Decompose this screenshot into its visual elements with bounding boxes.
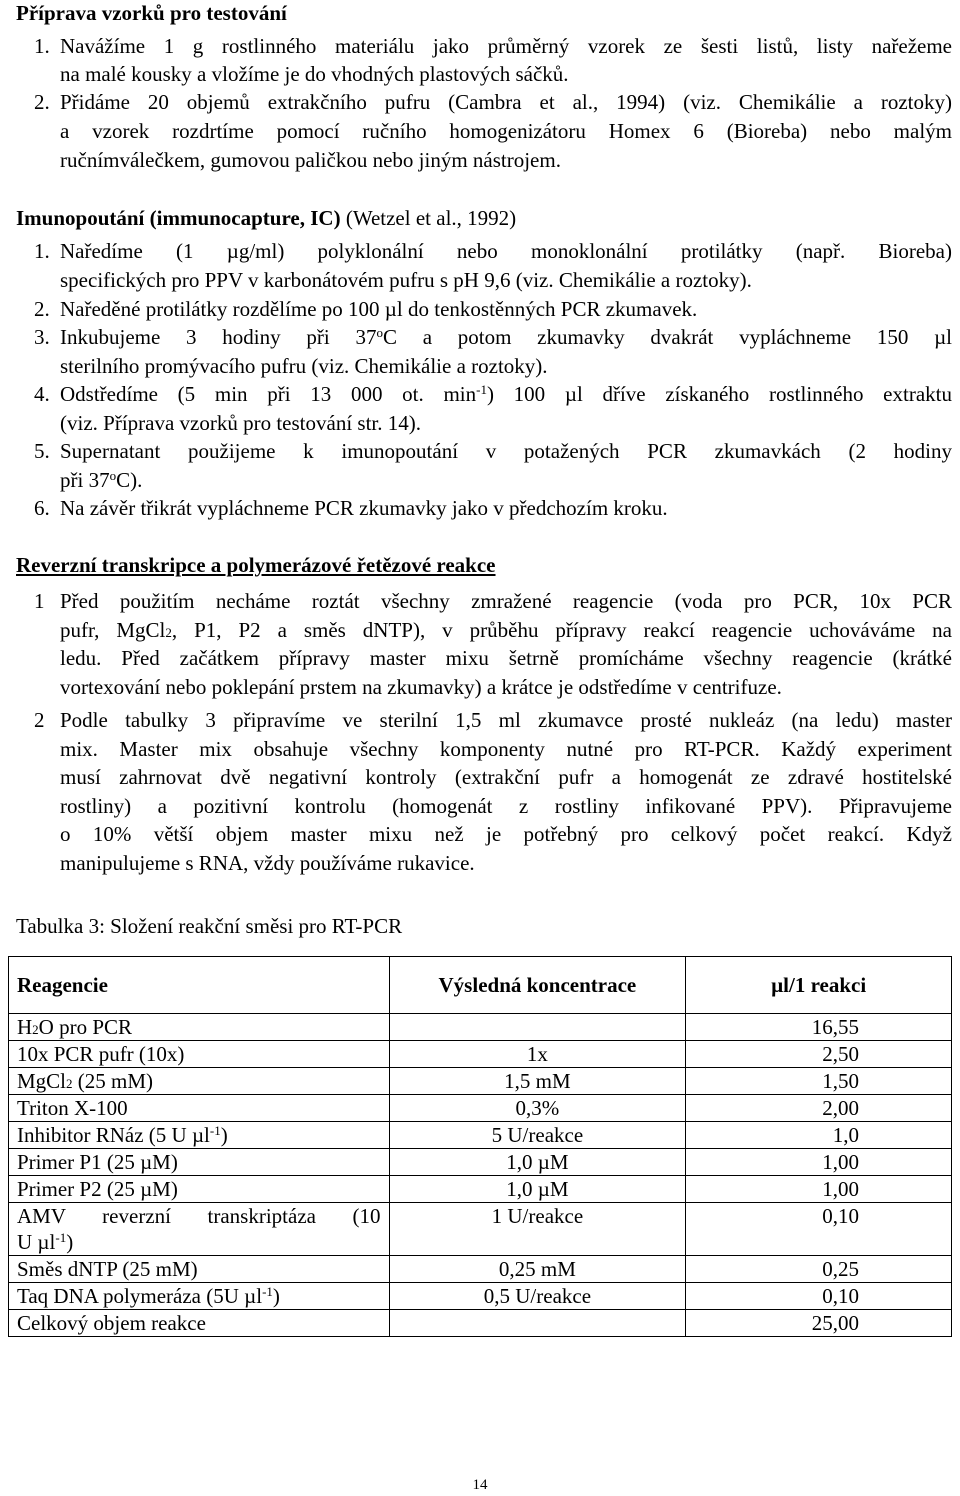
list-number: 6.: [34, 496, 50, 520]
cell-volume: 1,0: [686, 1122, 952, 1149]
cell-concentration: 1x: [389, 1041, 686, 1068]
cell-volume: 2,00: [686, 1095, 952, 1122]
paragraph-line: manipulujeme s RNA, vždy používáme rukavice.: [60, 851, 475, 875]
cell-reagent: MgCl$_2$ (25 mM): [9, 1068, 390, 1095]
paragraph-line: mix. Master mix obsahuje všechny komponenty nutné pro RT-PCR. Každý experiment: [60, 737, 952, 761]
table-row: [9, 1041, 952, 1068]
table-row: [9, 1176, 952, 1203]
cell-volume: 2,50: [686, 1041, 952, 1068]
table-row: [9, 1283, 952, 1310]
list-item-line: Přidáme 20 objemů extrakčního pufru (Cambra et al., 1994) (viz. Chemikálie a roztoky): [60, 90, 952, 114]
page-number: 14: [472, 1477, 488, 1493]
paragraph-number: 1: [34, 589, 45, 613]
heading-citation: (Wetzel et al., 1992): [340, 206, 517, 230]
paragraph-number: 2: [34, 708, 45, 732]
cell-reagent: Primer P1 (25 µM): [9, 1149, 390, 1176]
cell-concentration: 1,5 mM: [389, 1068, 686, 1095]
column-header: Reagencie: [9, 957, 390, 1014]
cell-reagent: Taq DNA polymeráza (5U µl$^{-1}$): [9, 1283, 390, 1310]
list-number: 1.: [34, 239, 50, 263]
cell-concentration: 0,25 mM: [389, 1256, 686, 1283]
cell-volume: 1,00: [686, 1176, 952, 1203]
table-row: [9, 1122, 952, 1149]
list-item-line: (viz. Příprava vzorků pro testování str. 14).: [60, 411, 421, 435]
table-row: [9, 1014, 952, 1041]
list-number: 5.: [34, 439, 50, 463]
cell-volume: 1,50: [686, 1068, 952, 1095]
paragraph-line: vortexování nebo poklepání prstem na zkumavky) a krátce je odstředíme v centrifuze.: [60, 675, 782, 699]
list-item-line: sterilního promývacího pufru (viz. Chemikálie a roztoky).: [60, 354, 548, 378]
cell-volume: 0,10: [686, 1203, 952, 1256]
cell-reagent: 10x PCR pufr (10x): [9, 1041, 390, 1068]
cell-concentration: [389, 1014, 686, 1041]
cell-reagent: AMV reverzní transkriptáza (10 U µl$^{-1}$): [9, 1203, 390, 1256]
cell-volume: 0,25: [686, 1256, 952, 1283]
list-item-line: ručnímválečkem, gumovou paličkou nebo jiným nástrojem.: [60, 148, 561, 172]
cell-concentration: [389, 1310, 686, 1337]
list-item-line: Odstředíme (5 min při 13 000 ot. $\min^{-1}$) 100 µl dříve získaného rostlinného extraktu: [60, 382, 952, 406]
heading-bold: Imunopoutání (immunocapture, IC): [16, 206, 341, 230]
table-row: [9, 1203, 952, 1256]
cell-volume: 25,00: [686, 1310, 952, 1337]
cell-concentration: 1,0 µM: [389, 1149, 686, 1176]
cell-concentration: 0,3%: [389, 1095, 686, 1122]
cell-concentration: 1,0 µM: [389, 1176, 686, 1203]
paragraph-line: pufr, MgCl$_2$, P1, P2 a směs dNTP), v průběhu přípravy reakcí reagencie uchováváme na: [60, 618, 952, 642]
table-row: [9, 1068, 952, 1095]
list-item-line: specifických pro PPV v karbonátovém pufru s pH 9,6 (viz. Chemikálie a roztoky).: [60, 268, 752, 292]
section-heading-sample-prep: Příprava vzorků pro testování: [16, 1, 287, 25]
paragraph-line: Podle tabulky 3 připravíme ve sterilní 1,5 ml zkumavce prosté nukleáz (na ledu) master: [60, 708, 952, 732]
list-number: 1.: [34, 34, 50, 58]
cell-concentration: 5 U/reakce: [389, 1122, 686, 1149]
table-row: [9, 1256, 952, 1283]
cell-concentration: 1 U/reakce: [389, 1203, 686, 1256]
paragraph-line: ledu. Před začátkem přípravy master mixu šetrně promícháme všechny reagencie (krátké: [60, 646, 952, 670]
cell-volume: 1,00: [686, 1149, 952, 1176]
cell-reagent: Primer P2 (25 µM): [9, 1176, 390, 1203]
cell-volume: 16,55: [686, 1014, 952, 1041]
list-number: 2.: [34, 297, 50, 321]
table-row: [9, 1095, 952, 1122]
list-item-line: Na závěr třikrát vypláchneme PCR zkumavky jako v předchozím kroku.: [60, 496, 668, 520]
list-item-line: na malé kousky a vložíme je do vhodných plastových sáčků.: [60, 62, 569, 86]
section-heading-rt-pcr: Reverzní transkripce a polymerázové řetězové reakce: [16, 553, 496, 577]
paragraph-line: musí zahrnovat dvě negativní kontroly (extrakční pufr a homogenát ze zdravé hostitelské: [60, 765, 952, 789]
cell-reagent: Celkový objem reakce: [9, 1310, 390, 1337]
table-row: [9, 1310, 952, 1337]
list-item-line: Navážíme 1 g rostlinného materiálu jako průměrný vzorek ze šesti listů, listy nařežeme: [60, 34, 952, 58]
table-caption: Tabulka 3: Složení reakční směsi pro RT-PCR: [16, 914, 403, 938]
cell-reagent: $H_2O$ pro PCR: [9, 1014, 390, 1041]
table-row: [9, 1149, 952, 1176]
paragraph-line: o 10% větší objem master mixu než je potřebný pro celkový počet reakcí. Když: [60, 822, 952, 846]
paragraph-line: Před použitím necháme roztát všechny zmražené reagencie (voda pro PCR, 10x PCR: [60, 589, 952, 613]
list-number: 2.: [34, 90, 50, 114]
cell-reagent: Triton X-100: [9, 1095, 390, 1122]
table-header-row: [9, 957, 952, 1014]
list-item-line: Naředíme (1 µg/ml) polyklonální nebo monoklonální protilátky (např. Bioreba): [60, 239, 952, 263]
column-header: Výsledná koncentrace: [389, 957, 686, 1014]
section-heading-immunocapture: [16, 205, 516, 231]
list-item-line: Supernatant použijeme k imunopoutání v potažených PCR zkumavkách (2 hodiny: [60, 439, 952, 463]
list-item-line: při 37$^o$C).: [60, 468, 143, 492]
cell-volume: 0,10: [686, 1283, 952, 1310]
paragraph-line: rostliny) a pozitivní kontrolu (homogenát z rostliny infikované PPV). Připravujeme: [60, 794, 952, 818]
reagent-table: [8, 956, 952, 1337]
list-item-line: Naředěné protilátky rozdělíme po 100 µl do tenkostěnných PCR zkumavek.: [60, 297, 698, 321]
list-item-line: Inkubujeme 3 hodiny při 37$^o$C a potom zkumavky dvakrát vypláchneme 150 µl: [60, 325, 953, 349]
cell-reagent: Inhibitor RNáz (5 U µl$^{-1}$): [9, 1122, 390, 1149]
cell-reagent: Směs dNTP (25 mM): [9, 1256, 390, 1283]
cell-concentration: 0,5 U/reakce: [389, 1283, 686, 1310]
list-item-line: a vzorek rozdrtíme pomocí ručního homogenizátoru Homex 6 (Bioreba) nebo malým: [60, 119, 952, 143]
column-header: µl/1 reakci: [686, 957, 952, 1014]
list-number: 4.: [34, 382, 50, 406]
list-number: 3.: [34, 325, 50, 349]
